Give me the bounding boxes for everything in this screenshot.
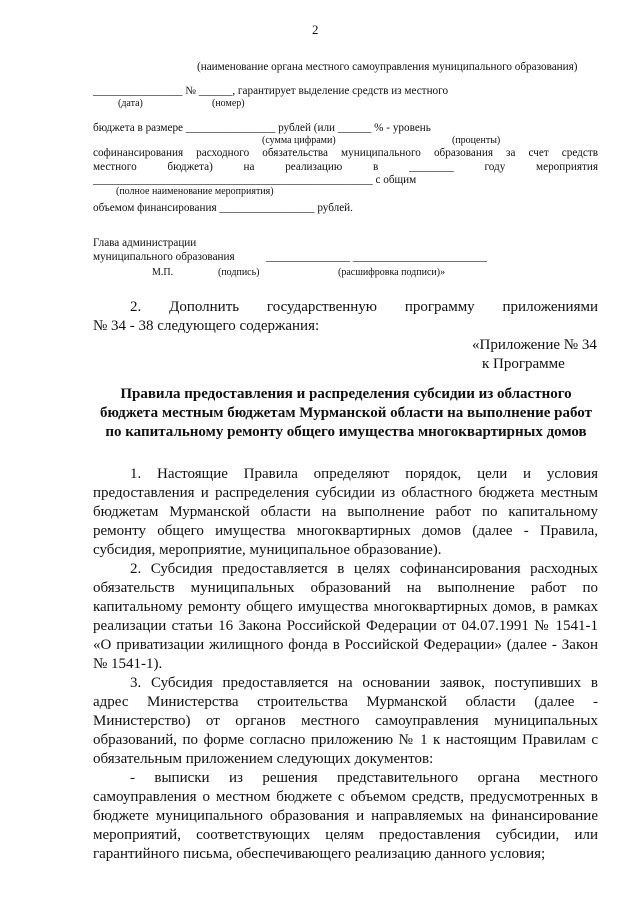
item2-line1: 2. Дополнить государственную программу приложениями (130, 299, 598, 315)
appendix-program: к Программе (482, 356, 565, 372)
paragraph-line: самоуправления о местном бюджете с объемом средств, предусмотренных в (93, 789, 598, 805)
paragraph-line: предоставления и распределения субсидии из областного бюджета местным (93, 485, 598, 501)
paragraph-line: 3. Субсидия предоставляется на основании заявок, поступивших в (130, 675, 598, 691)
caption-signature-decode: (расшифровка подписи)» (338, 267, 446, 278)
form-line-local-budget: местного бюджета) на реализацию в ________ году мероприятия (93, 161, 598, 173)
paragraph-line: субсидия, мероприятие, муниципальное образование). (93, 542, 442, 558)
caption-number: (номер) (212, 98, 245, 109)
paragraph-line: бюджете муниципального образования и направляемых на финансирование (93, 808, 598, 824)
caption-signature: (подпись) (218, 267, 260, 278)
paragraph-line: № 1541-1). (93, 656, 163, 672)
caption-mp: М.П. (152, 267, 174, 278)
paragraph-line: реализации статьи 16 Закона Российской Федерации от 04.07.1991 № 1541-1 (93, 618, 598, 634)
caption-sum: (сумма цифрами) (262, 135, 336, 146)
form-line-cofinancing: софинансирования расходного обязательства муниципального образования за счет средств (93, 147, 598, 159)
form-line-budget-amount: бюджета в размере ________________ рублей (или ______ % - уровень (93, 122, 431, 134)
caption-event-name: (полное наименование мероприятия) (116, 186, 274, 197)
rules-title-line1: Правила предоставления и распределения субсидии из областного (120, 386, 572, 402)
appendix-number: «Приложение № 34 (472, 337, 597, 353)
paragraph-line: - выписки из решения представительного органа местного (130, 770, 598, 786)
org-name-caption: (наименование органа местного самоуправления муниципального образования) (197, 61, 578, 73)
head-title-line1: Глава администрации (93, 237, 197, 249)
paragraph-line: 1. Настоящие Правила определяют порядок, цели и условия (130, 466, 598, 482)
paragraph-line: обязательств муниципальных образований на выполнение работ по (93, 580, 598, 596)
rules-title-line3: по капитальному ремонту общего имущества многоквартирных домов (105, 424, 587, 440)
caption-date: (дата) (118, 98, 143, 109)
rules-title-line2: бюджета местным бюджетам Мурманской области на выполнение работ (100, 405, 592, 421)
item2-line2: № 34 - 38 следующего содержания: (93, 318, 320, 334)
paragraph-line: обязательным приложением следующих документов: (93, 751, 434, 767)
caption-percent: (проценты) (452, 135, 501, 146)
paragraph-line: бюджетам Мурманской области на выполнение работ по капитальному (93, 504, 598, 520)
paragraph-line: гарантийного письма, обеспечивающего реализацию данного условия; (93, 846, 546, 862)
paragraph-line: образований, по форме согласно приложению № 1 к настоящим Правилам с (93, 732, 598, 748)
paragraph-line: мероприятий, соответствующих целям предоставления субсидии, или (93, 827, 598, 843)
paragraph-line: «О приватизации жилищного фонда в Российской Федерации» (далее - Закон (93, 637, 598, 653)
form-line-event: __________________________________________________ с общим (93, 174, 417, 186)
head-title-line2: муниципального образования (93, 251, 235, 263)
paragraph-line: капитальному ремонту общего имущества многоквартирных домов, в рамках (93, 599, 598, 615)
form-line-guarantee: ________________ № ______, гарантирует выделение средств из местного (93, 85, 449, 97)
paragraph-line: адрес Министерства строительства Мурманской области (далее - (93, 694, 598, 710)
page-number: 2 (312, 22, 319, 37)
paragraph-line: Министерство) от органов местного самоуправления муниципальных (93, 713, 598, 729)
form-line-volume: объемом финансирования _________________ рублей. (93, 202, 353, 214)
signature-lines: _______________ ________________________ (266, 251, 487, 263)
paragraph-line: 2. Субсидия предоставляется в целях софинансирования расходных (130, 561, 598, 577)
paragraph-line: ремонту общего имущества многоквартирных домов (далее - Правила, (93, 523, 598, 539)
